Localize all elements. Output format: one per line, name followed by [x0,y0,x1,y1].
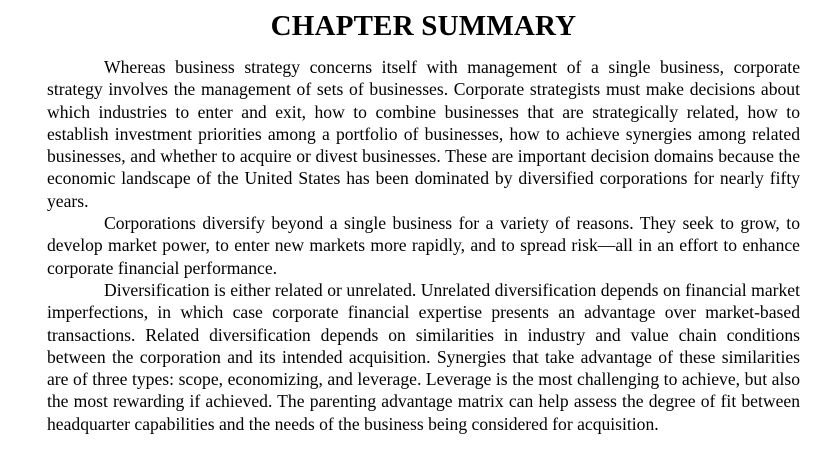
chapter-summary-heading: CHAPTER SUMMARY [270,10,577,42]
summary-body [47,46,800,435]
summary-paragraph-3: Diversification is either related or unrelated. Unrelated diversification depends on financial market imperfections, in which case corporate financial expertise presents an advantage over market-based transactions. Related diversification depends on similarities in industry and value chain conditions between the corporation and its intended acquisition. Synergies that take advantage of these similarities are of three types: scope, economizing, and leverage. Leverage is the most challenging to achieve, but also the most rewarding if achieved. The parenting advantage matrix can help assess the degree of fit between headquarter capabilities and the needs of the business being considered for acquisition. [47,279,800,434]
summary-paragraph-2: Corporations diversify beyond a single business for a variety of reasons. They seek to grow, to develop market power, to enter new markets more rapidly, and to spread risk—all in an effort to enhance corporate financial performance. [47,213,800,278]
summary-paragraph-1: Whereas business strategy concerns itself with management of a single business, corporate strategy involves the management of sets of businesses. Corporate strategists must make decisions about which industries to enter and exit, how to combine businesses that are strategically related, how to establish investment priorities among a portfolio of businesses, how to achieve synergies among related businesses, and whether to acquire or divest businesses. These are important decision domains because the economic landscape of the United States has been dominated by diversified corporations for nearly fifty years. [47,57,800,211]
